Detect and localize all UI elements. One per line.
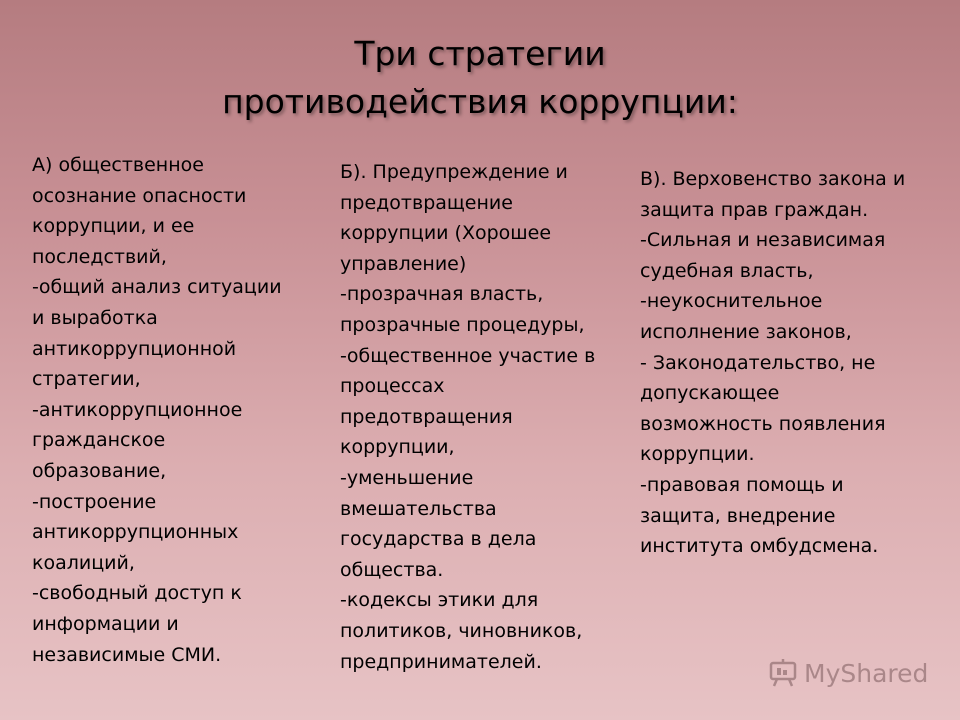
column-text-line: института омбудсмена.	[640, 535, 879, 558]
column-text-line: В). Верховенство закона и	[640, 168, 906, 190]
column-text-line: антикоррупционной	[32, 337, 237, 360]
column-text-line: -кодексы этики для	[340, 589, 539, 612]
title-line-2: противодействия коррупции:	[222, 82, 738, 121]
column-text-line: защита, внедрение	[640, 504, 836, 527]
watermark-logo	[768, 656, 928, 690]
column-text-line: коалиций,	[32, 551, 135, 574]
column-text-line: информации и	[32, 612, 179, 635]
column-text-line: коррупции.	[640, 443, 755, 466]
column-text-line: государства в дела	[340, 528, 537, 551]
column-text-line: -прозрачная власть,	[340, 283, 544, 306]
column-text-line: -уменьшение	[340, 466, 474, 489]
column-text-line: образование,	[32, 459, 167, 482]
column-text-line: - Законодательство, не	[640, 351, 876, 374]
column-text-line: последствий,	[32, 245, 167, 268]
column-text-line: коррупции,	[340, 436, 455, 459]
column-text-line: и выработка	[32, 306, 158, 329]
column-text-line: предпринимателей.	[340, 650, 542, 673]
column-text-line: -общий анализ ситуации	[32, 276, 282, 299]
column-text-line: предотвращение	[340, 191, 513, 214]
strategy-column-c	[640, 164, 950, 562]
column-text-line: -правовая помощь и	[640, 473, 844, 496]
column-text-line: политиков, чиновников,	[340, 619, 583, 642]
column-text-line: гражданское	[32, 429, 166, 452]
column-text-line: Б). Предупреждение и	[340, 161, 568, 183]
column-text-line: возможность появления	[640, 412, 886, 435]
column-text-line: допускающее	[640, 382, 780, 405]
column-text-line: осознание опасности	[32, 184, 247, 207]
column-text-line: управление)	[340, 252, 467, 275]
column-text-line: независимые СМИ.	[32, 643, 222, 666]
strategy-column-b	[340, 157, 630, 677]
column-text-line: антикоррупционных	[32, 521, 239, 544]
column-text-line: коррупции (Хорошее	[340, 222, 552, 245]
column-text-line: -построение	[32, 490, 157, 513]
column-text-line: вмешательства	[340, 497, 497, 520]
column-text-line: -неукоснительное	[640, 290, 823, 313]
column-text-line: А) общественное	[32, 154, 204, 176]
column-text-line: предотвращения	[340, 405, 513, 428]
title-line-1: Три стратегии	[354, 34, 606, 73]
column-text-line: -общественное участие в	[340, 344, 596, 367]
watermark-text: MyShared	[804, 658, 929, 688]
column-text-line: прозрачные процедуры,	[340, 313, 585, 336]
column-text-line: стратегии,	[32, 368, 141, 391]
column-text-line: исполнение законов,	[640, 320, 852, 343]
presentation-board-icon	[768, 658, 798, 688]
column-text-line: судебная власть,	[640, 259, 814, 282]
column-text-line: защита прав граждан.	[640, 198, 869, 221]
column-text-line: общества.	[340, 558, 444, 581]
column-text-line: процессах	[340, 375, 445, 398]
column-text-line: -Сильная и независимая	[640, 229, 886, 252]
column-text-line: -свободный доступ к	[32, 582, 242, 605]
strategy-column-a	[32, 150, 332, 670]
slide-title	[0, 30, 960, 126]
column-text-line: коррупции, и ее	[32, 215, 195, 238]
column-text-line: -антикоррупционное	[32, 398, 243, 421]
